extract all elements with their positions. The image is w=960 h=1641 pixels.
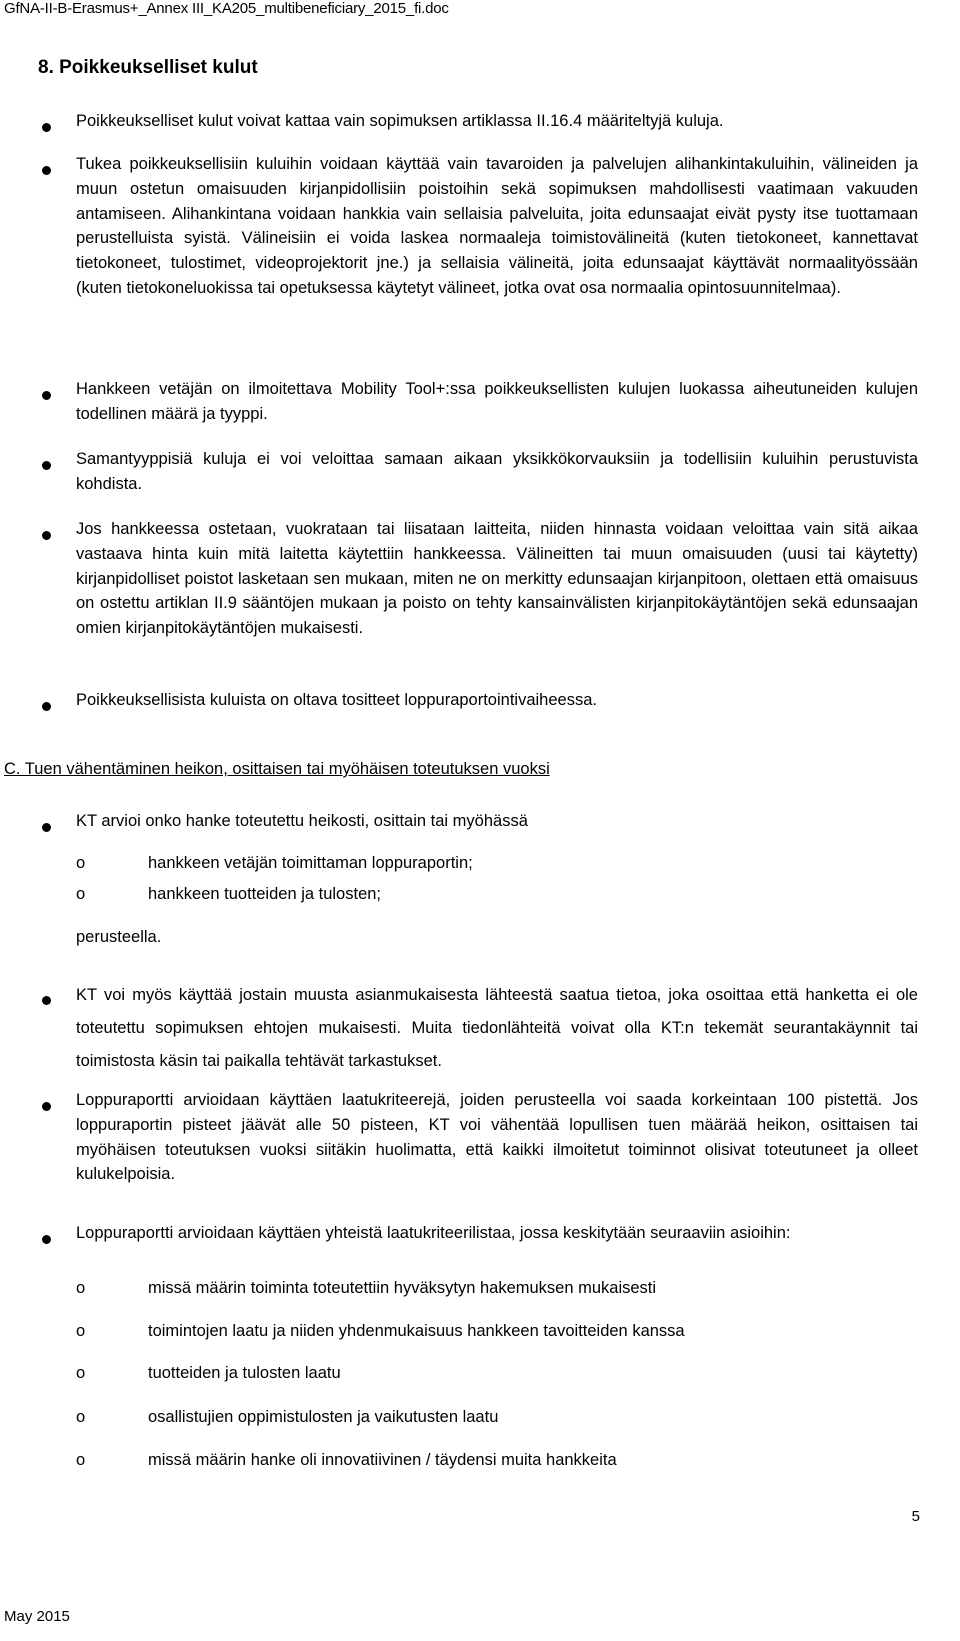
section-8-bullet-3: Hankkeen vetäjän on ilmoitettava Mobility Tool+:ssa poikkeuksellisten kulujen luokassa aiheutuneiden kulujen todellinen määrä ja tyyppi.: [76, 380, 918, 423]
sub-bullet-marker: o: [76, 885, 86, 903]
sub-bullet-marker: o: [76, 1408, 86, 1426]
document-filename-header: GfNA-II-B-Erasmus+_Annex III_KA205_multibeneficiary_2015_fi.doc: [4, 0, 449, 17]
section-8-bullet-2: Tukea poikkeuksellisiin kuluihin voidaan käyttää vain tavaroiden ja palvelujen alihankintakuluihin, välineiden ja muun ostetun omaisuuden kirjanpidollisiin poistoihin sekä sopimuksen mahdollisesti vaatimaan vakuuden antamiseen. Alihankintana voidaan hankkia vain sellaisia palveluita, joita edunsaajat eivät pysty itse tuottamaan perustelluista syistä. Välineisiin ei voida laskea normaaleja toimistovälineitä (kuten tietokoneet, kannettavat tietokoneet, tulostimet, videoprojektorit jne.) ja sellaisia välineitä, joita edunsaajat käyttävät normaalityössään (kuten tietokoneluokissa tai opetuksessa käytetyt välineet, jotka ovat osa normaalia opintosuunnitelmaa).: [76, 155, 918, 297]
bullet-dot: [42, 166, 51, 175]
bullet-dot: [42, 531, 51, 540]
section-8-bullet-6: Poikkeuksellisista kuluista on oltava tositteet loppuraportointivaiheessa.: [76, 691, 597, 709]
bullet-dot: [42, 702, 51, 711]
bullet-dot: [42, 461, 51, 470]
section-c-bullet-1-sub-2: hankkeen tuotteiden ja tulosten;: [148, 885, 382, 903]
sub-bullet-marker: o: [76, 1322, 86, 1340]
footer-date: May 2015: [4, 1608, 70, 1625]
section-c-bullet-1-tail: perusteella.: [76, 928, 162, 946]
page-number: 5: [911, 1508, 920, 1525]
bullet-dot: [42, 1102, 51, 1111]
sub-bullet-marker: o: [76, 1364, 86, 1382]
section-c-bullet-4-sub-3: tuotteiden ja tulosten laatu: [148, 1364, 341, 1382]
bullet-dot: [42, 391, 51, 400]
section-8-bullet-5: Jos hankkeessa ostetaan, vuokrataan tai liisataan laitteita, niiden hinnasta voidaan veloittaa vain sitä aikaa vastaava hinta kuin mitä laitetta käytettiin hankkeessa. Välineitten tai muun omaisuuden (uusi tai käytetty) kirjanpidolliset poistot lasketaan sen mukaan, miten ne on merkitty edunsaajan kirjanpitoon, olettaen että omaisuus on ostettu artiklan II.9 sääntöjen mukaan ja poisto on tehty kansainvälisten kirjanpitokäytäntöjen sekä edunsaajan omien kirjanpitokäytäntöjen mukaisesti.: [76, 520, 918, 638]
section-c-bullet-2: KT voi myös käyttää jostain muusta asianmukaisesta lähteestä saatua tietoa, joka osoittaa että hanketta ei ole toteutettu sopimuksen ehtojen mukaisesti. Muita tiedonlähteitä voivat olla KT:n tekemät seurantakäynnit tai toimistosta käsin tai paikalla tehtävät tarkastukset.: [76, 986, 918, 1070]
sub-bullet-marker: o: [76, 1279, 86, 1297]
section-c-bullet-1-sub-1: hankkeen vetäjän toimittaman loppuraportin;: [148, 854, 473, 872]
section-8-title: 8. Poikkeukselliset kulut: [38, 57, 258, 78]
sub-bullet-marker: o: [76, 854, 86, 872]
bullet-dot: [42, 1235, 51, 1244]
section-c-bullet-4-sub-2: toimintojen laatu ja niiden yhdenmukaisuus hankkeen tavoitteiden kanssa: [148, 1322, 685, 1340]
section-c-bullet-4: Loppuraportti arvioidaan käyttäen yhteistä laatukriteerilistaa, jossa keskitytään seuraaviin asioihin:: [76, 1224, 791, 1242]
section-c-bullet-4-sub-5: missä määrin hanke oli innovatiivinen / täydensi muita hankkeita: [148, 1451, 617, 1469]
section-c-bullet-4-sub-1: missä määrin toiminta toteutettiin hyväksytyn hakemuksen mukaisesti: [148, 1279, 657, 1297]
sub-bullet-marker: o: [76, 1451, 86, 1469]
bullet-dot: [42, 996, 51, 1005]
section-c-bullet-3: Loppuraportti arvioidaan käyttäen laatukriteerejä, joiden perusteella voi saada korkeintaan 100 pistettä. Jos loppuraportin pisteet jäävät alle 50 pisteen, KT voi vähentää lopullisen tuen määrää heikon, osittaisen tai myöhäisen toteutuksen vuoksi siitäkin huolimatta, että kaikki ilmoitetut toiminnot olisivat toteutuneet ja olleet kulukelpoisia.: [76, 1091, 918, 1184]
section-8-bullet-1: Poikkeukselliset kulut voivat kattaa vain sopimuksen artiklassa II.16.4 määriteltyjä kuluja.: [76, 112, 724, 130]
bullet-dot: [42, 123, 51, 132]
section-8-bullet-4: Samantyyppisiä kuluja ei voi veloittaa samaan aikaan yksikkökorvauksiin ja todellisiin kuluihin perustuvista kohdista.: [76, 450, 918, 493]
section-c-bullet-1: KT arvioi onko hanke toteutettu heikosti, osittain tai myöhässä: [76, 812, 528, 830]
bullet-dot: [42, 823, 51, 832]
section-c-bullet-4-sub-4: osallistujien oppimistulosten ja vaikutusten laatu: [148, 1408, 499, 1426]
section-c-title: C. Tuen vähentäminen heikon, osittaisen tai myöhäisen toteutuksen vuoksi: [4, 760, 550, 778]
